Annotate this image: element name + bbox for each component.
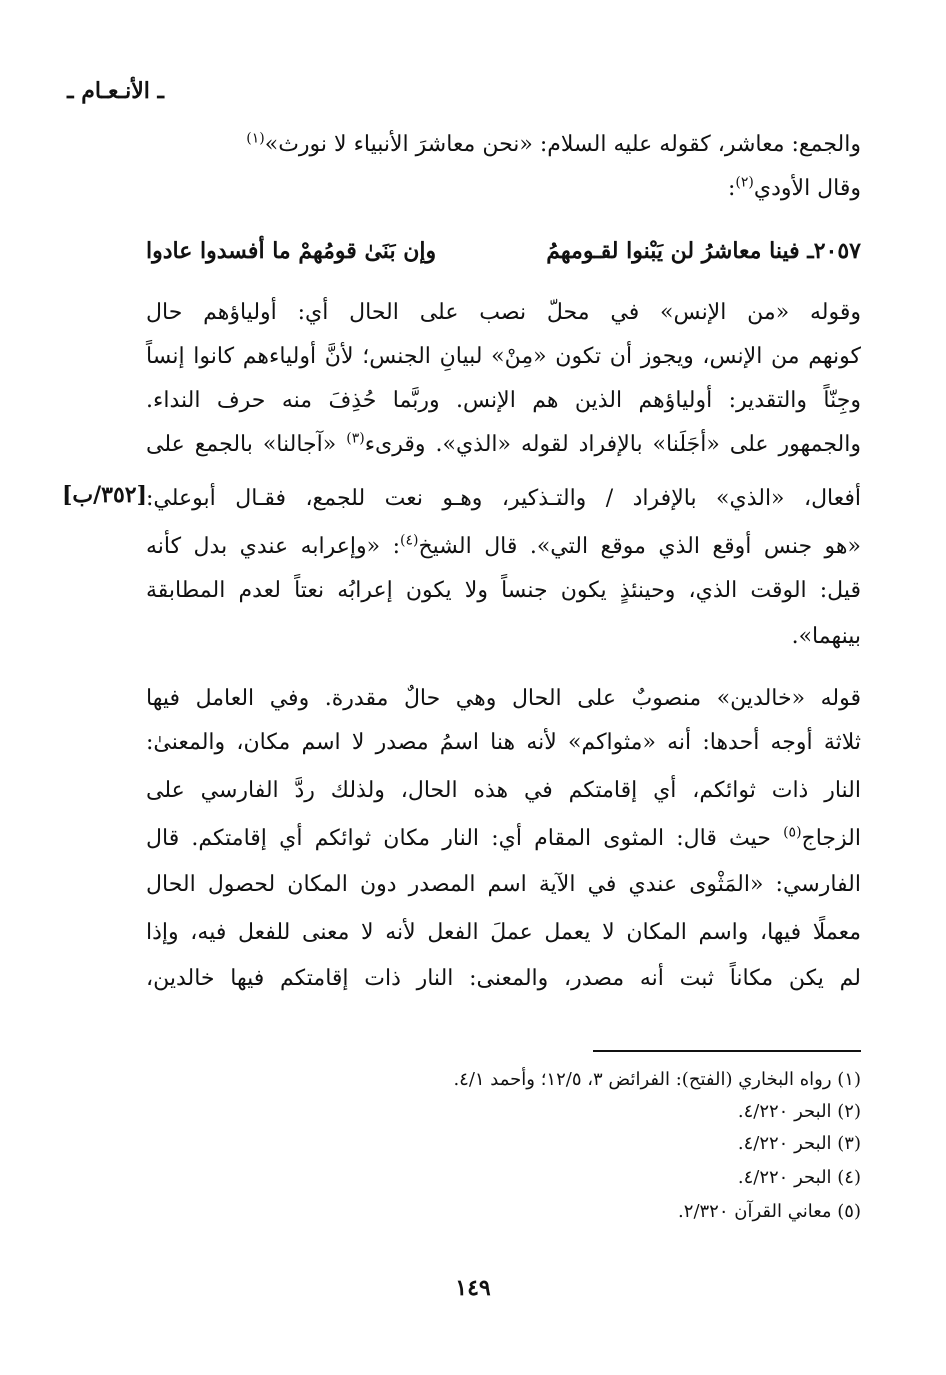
line-text: والجمهور على «أجَلَنا» بالإفراد لقوله «الذي». وقرىء xyxy=(364,432,861,457)
text-line: أفعال، «الذي» بالإفراد / والتـذكير، وهـو نعت للجمع، فقـال أبوعلي: xyxy=(146,486,861,511)
text-line: النار ذات ثوائكم، أي إقامتكم في هذه الحال، ولذلك ردَّ الفارسي على xyxy=(146,778,861,803)
page-number: ١٤٩ xyxy=(455,1275,491,1301)
text-line xyxy=(146,428,861,462)
line-text-tail: حيث قال: المثوى المقام أي: النار مكان ثوائكم أي إقامتكم. قال xyxy=(146,826,771,851)
footnote-ref[interactable]: (٣) xyxy=(346,430,365,447)
line-text: والجمع: معاشر، كقوله عليه السلام: «نحن معاشرَ الأنبياء لا نورث» xyxy=(264,132,861,157)
footnote-divider xyxy=(593,1050,861,1052)
line-text-tail: : xyxy=(727,176,736,201)
text-line: لم يكن مكاناً ثبت أنه مصدر، والمعنى: النار ذات إقامتكم فيها خالدين، xyxy=(146,966,861,991)
line-text: الزجاج xyxy=(801,826,861,851)
text-line xyxy=(246,128,861,162)
footnote-ref[interactable]: (٢) xyxy=(735,174,754,191)
manuscript-folio-marker: [٣٥٢/ب] xyxy=(62,482,148,508)
footnote: (٣) البحر ٤/٢٢٠. xyxy=(737,1133,861,1154)
text-line xyxy=(146,822,861,856)
running-header: ـ الأنـعـام ـ xyxy=(67,78,164,104)
text-line: معملًا فيها، واسم المكان لا يعمل عملَ الفعل لأنه لا معنى للفعل فيه، وإذا xyxy=(146,920,861,945)
text-line xyxy=(728,172,861,206)
text-line: قيل: الوقت الذي، وحينئذٍ يكون جنساً ولا يكون إعرابُه نعتاً لعدم المطابقة xyxy=(146,578,861,603)
text-line: بينهما». xyxy=(791,624,861,649)
verse-second-half: وإن بَنَىٰ قومُهمْ ما أفسدوا عادوا xyxy=(146,238,437,264)
text-line xyxy=(146,530,861,564)
text-line: وجِنّاً والتقدير: أولياؤهم الذين هم الإنس. وربَّما حُذِفَ منه حرف النداء. xyxy=(146,388,861,413)
footnote-ref[interactable]: (١) xyxy=(246,130,265,147)
verse-first-half xyxy=(546,234,861,268)
line-text: وقال الأودي xyxy=(753,176,861,201)
footnote-ref[interactable]: (٤) xyxy=(400,532,419,549)
line-text: «هو جنس أوقع الذي موقع التي». قال الشيخ xyxy=(418,534,861,559)
text-line: وقوله «من الإنس» في محلّ نصب على الحال أي: أولياؤهم حال xyxy=(146,300,861,325)
hemistich: فينا معاشرُ لن يَبْنوا لقـومهمُ xyxy=(546,238,800,264)
line-text-tail: : «وإعرابه عندي بدل كأنه xyxy=(146,534,400,559)
verse-number: ٢٠٥٧ـ xyxy=(807,238,861,264)
footnote: (٥) معاني القرآن ٢/٣٢٠. xyxy=(678,1201,861,1222)
line-text-tail: «آجالنا» بالجمع على xyxy=(146,432,337,457)
footnote: (١) رواه البخاري (الفتح): الفرائض ٣، ١٢/٥؛ وأحمد ٤/١. xyxy=(453,1069,861,1090)
footnote-ref[interactable]: (٥) xyxy=(783,824,802,841)
verse-line xyxy=(146,234,861,268)
text-line: الفارسي: «المَثْوى عندي في الآية اسم المصدر دون المكان لحصول الحال xyxy=(146,872,861,897)
text-line: قوله «خالدين» منصوبٌ على الحال وهي حالٌ مقدرة. وفي العامل فيها xyxy=(146,686,861,711)
footnote: (٤) البحر ٤/٢٢٠. xyxy=(737,1167,861,1188)
text-line: كونهم من الإنس، ويجوز أن تكون «مِنْ» لبيانِ الجنس؛ لأنَّ أولياءهم كانوا إنساً xyxy=(146,344,861,369)
footnote: (٢) البحر ٤/٢٢٠. xyxy=(737,1101,861,1122)
text-line: ثلاثة أوجه أحدها: أنه «مثواكم» لأنه هنا اسمُ مصدر لا اسم مكان، والمعنىٰ: xyxy=(146,730,861,755)
